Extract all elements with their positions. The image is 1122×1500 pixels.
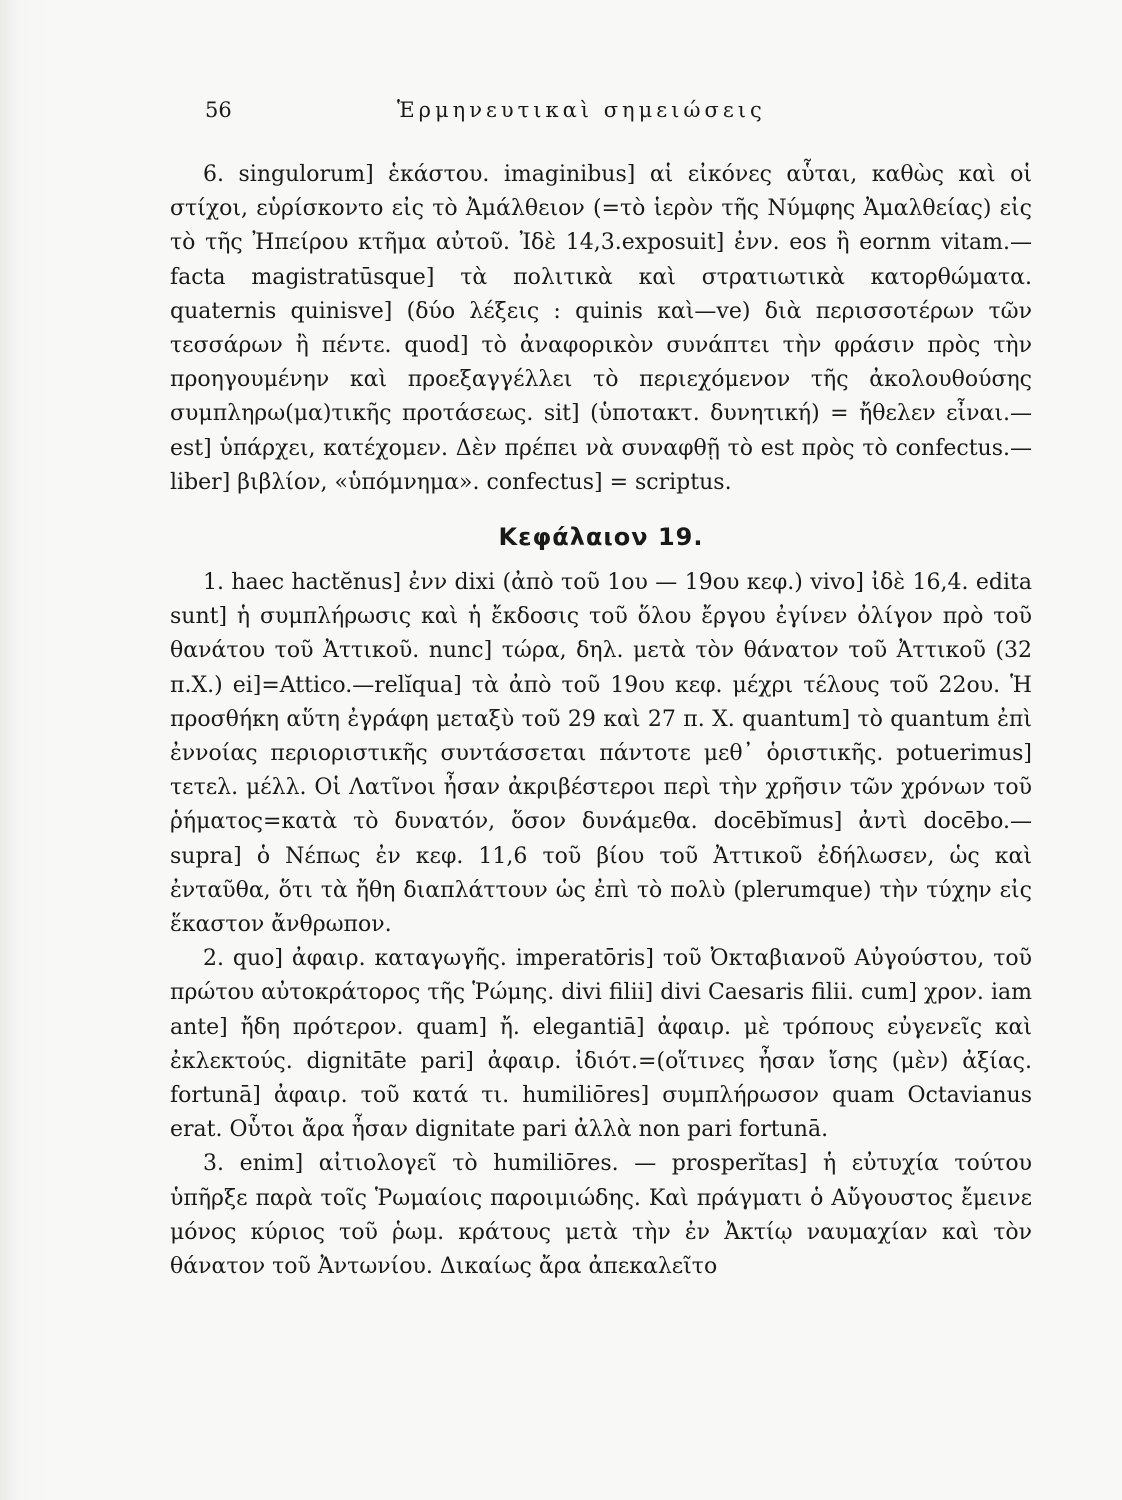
commentary-paragraph: 2. quo] ἀφαιρ. καταγωγῆς. imperatōris] τοῦ Ὀκταβιανοῦ Αὐγούστου, τοῦ πρώτου αὐτοκράτορος τῆς Ῥώμης. divi filii] divi Caesaris filii. cum] χρον. iam ante] ἤδη πρότερον. quam] ἤ. elegantiā] ἀφαιρ. μὲ τρόπους εὐγενεῖς καὶ ἐκλεκτούς. dignitāte pari] ἀφαιρ. ἰδιότ.=(οἵτινες ἦσαν ἴσης (μὲν) ἀξίας. fortunā] ἀφαιρ. τοῦ κατά τι. humiliōres] συμπλήρωσον quam Octavianus erat. Οὗτοι ἄρα ἦσαν dignitate pari ἀλλὰ non pari fortunā. (170, 946, 1032, 1143)
page-header (205, 98, 815, 130)
commentary-paragraph: 3. enim] αἰτιολογεῖ τὸ humiliōres. — prosperĭtas] ἡ εὐτυχία τούτου ὑπῆρξε παρὰ τοῖς Ῥωμαίοις παροιμιώδης. Καὶ πράγματι ὁ Αὔγουστος ἔμεινε μόνος κύριος τοῦ ῥωμ. κράτους μετὰ τὴν ἐν Ἀκτίῳ ναυμαχίαν καὶ τὸν θάνατον τοῦ Ἀντωνίου. Δικαίως ἄρα ἀπεκαλεῖτο (170, 1151, 1032, 1280)
running-title: Ἑρμηνευτικαὶ σημειώσεις (397, 98, 766, 122)
page-number: 56 (205, 98, 232, 122)
page-body (170, 158, 1032, 1284)
commentary-paragraph: 1. haec hactĕnus] ἐνν dixi (ἀπὸ τοῦ 1ου — 19ου κεφ.) vivo] ἰδὲ 16,4. edita sunt] ἡ συμπλήρωσις καὶ ἡ ἔκδοσις τοῦ ὅλου ἔργου ἐγίνεν ὀλίγον πρὸ τοῦ θανάτου τοῦ Ἀττικοῦ. nunc] τώρα, δηλ. μετὰ τὸν θάνατον τοῦ Ἀττικοῦ (32 π.Χ.) ei]=Attico.—relĭqua] τὰ ἀπὸ τοῦ 19ου κεφ. μέχρι τέλους τοῦ 22ου. Ἡ προσθήκη αὕτη ἐγράφη μεταξὺ τοῦ 29 καὶ 27 π. Χ. quantum] τὸ quantum ἐπὶ ἐννοίας περιοριστικῆς συντάσσεται πάντοτε μεθ᾽ ὁριστικῆς. potuerimus] τετελ. μέλλ. Οἱ Λατῖνοι ἦσαν ἀκριβέστεροι περὶ τὴν χρῆσιν τῶν χρόνων τοῦ ῥήματος=κατὰ τὸ δυνατόν, ὅσον δυνάμεθα. docēbĭmus] ἀντὶ docēbo.—supra] ὁ Νέπως ἐν κεφ. 11,6 τοῦ βίου τοῦ Ἀττικοῦ ἐδήλωσεν, ὡς καὶ ἐνταῦθα, ὅτι τὰ ἤθη διαπλάττουν ὡς ἐπὶ τὸ πολὺ (plerumque) τὴν τύχην εἰς ἕκαστον ἄνθρωπον. (170, 570, 1032, 938)
chapter-heading: Κεφάλαιον 19. (498, 523, 704, 552)
commentary-paragraph: 6. singulorum] ἑκάστου. imaginibus] αἱ εἰκόνες αὗται, καθὼς καὶ οἱ στίχοι, εὑρίσκοντο εἰς τὸ Ἀμάλθειον (=τὸ ἱερὸν τῆς Νύμφης Ἀμαλθείας) εἰς τὸ τῆς Ἠπείρου κτῆμα αὐτοῦ. Ἰδὲ 14,3.exposuit] ἐνν. eos ἢ eornm vitam.—facta magistratūsque] τὰ πολιτικὰ καὶ στρατιωτικὰ κατορθώματα. quaternis quinisve] (δύο λέξεις : quinis καὶ—ve) διὰ περισσοτέρων τῶν τεσσάρων ἢ πέντε. quod] τὸ ἀναφορικὸν συνάπτει τὴν φράσιν πρὸς τὴν προηγουμένην καὶ προεξαγγέλλει τὸ περιεχόμενον τῆς ἀκολουθούσης συμπληρω(μα)τικῆς προτάσεως. sit] (ὑποτακτ. δυνητική) = ἤθελεν εἶναι.—est] ὑπάρχει, κατέχομεν. Δὲν πρέπει νὰ συναφθῇ τὸ est πρὸς τὸ confectus.—liber] βιβλίον, «ὑπόμνημα». confectus] = scriptus. (170, 162, 1032, 495)
